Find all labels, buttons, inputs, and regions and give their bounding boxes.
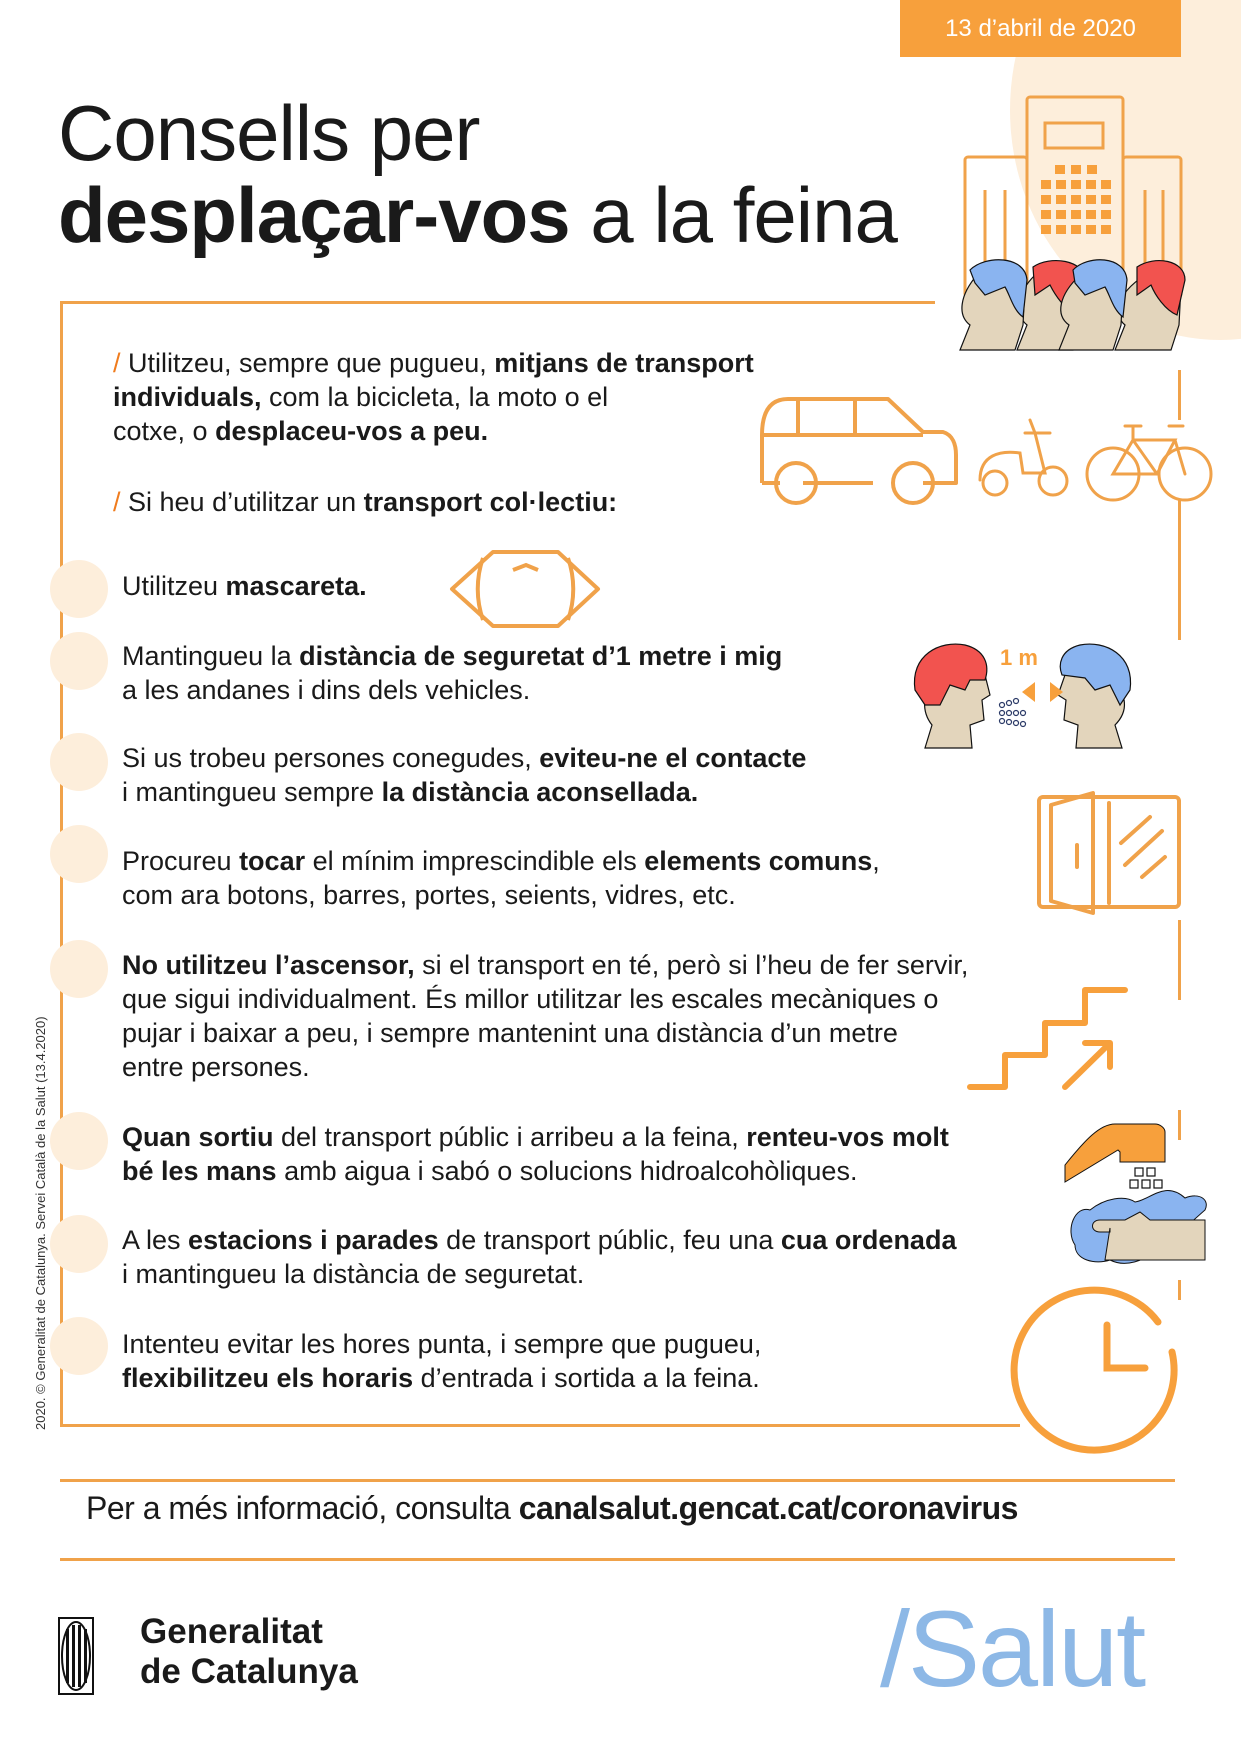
handwashing-icon [1060,1120,1210,1270]
text: entre persones. [122,1052,310,1082]
text-bold: renteu-vos molt [746,1122,949,1152]
tip-wash-hands [122,1120,949,1188]
text-bold: desplaceu-vos a peu. [215,416,489,446]
tip-touch [122,844,880,912]
face-mask-icon [448,548,603,630]
intro-collective-transport [113,485,617,519]
scooter-icon [975,415,1070,500]
title-bold: desplaçar-vos [58,171,570,259]
bullet-dot [50,825,108,883]
car-icon [758,395,958,495]
generalitat-emblem-icon [58,1617,94,1695]
text: com la bicicleta, la moto o el [261,382,609,412]
text: , [872,846,880,876]
tip-queue [122,1223,956,1291]
bullet-dot [50,1317,108,1375]
slash-marker: / [113,348,121,378]
divider-top [60,1479,1175,1482]
text: del transport públic i arribeu a la feina, [273,1122,747,1152]
salut-logo: /Salut [880,1588,1145,1709]
bullet-dot [50,560,108,618]
bullet-dot [50,632,108,690]
clock-icon [1030,1300,1200,1470]
text: Si us trobeu persones conegudes, [122,743,540,773]
info-link[interactable]: canalsalut.gencat.cat/coronavirus [518,1490,1018,1526]
text: Intenteu evitar les hores punta, i sempre que pugueu, [122,1329,762,1359]
text: d’entrada i sortida a la feina. [413,1363,760,1393]
text-bold: eviteu-ne el contacte [539,743,807,773]
stairs-up-icon [965,965,1135,1095]
text-bold: transport col·lectiu: [363,487,618,517]
text: com ara botons, barres, portes, seients, vidres, etc. [122,880,736,910]
title-rest: a la feina [569,171,897,259]
people-heads-icon [955,255,1185,355]
text-bold: individuals, [113,382,262,412]
date-badge: 13 d’abril de 2020 [900,0,1181,57]
title-line-2 [58,171,897,259]
text-bold: mitjans de transport [494,348,754,378]
frame-right-segment [1178,370,1181,420]
text: pujar i baixar a peu, i sempre mantenint una distància d’un metre [122,1018,898,1048]
door-window-icon [1035,785,1185,915]
text-bold: bé les mans [122,1156,277,1186]
text: A les [122,1225,189,1255]
slash-marker: / [113,487,121,517]
intro-individual-transport [113,346,754,448]
bicycle-icon [1085,418,1215,503]
text: de transport públic, feu una [438,1225,781,1255]
text-bold: tocar [239,846,306,876]
text: Utilitzeu [122,571,226,601]
text: amb aigua i sabó o solucions hidroalcohòliques. [276,1156,858,1186]
frame-right-segment [1178,1280,1181,1300]
text-bold: mascareta. [225,571,367,601]
gen-line-1: Generalitat [140,1612,323,1651]
tip-elevator [122,948,968,1084]
page-title [58,89,897,259]
text: Utilitzeu, sempre que pugueu, [120,348,495,378]
text: i mantingueu sempre [122,777,382,807]
tip-mask [122,569,367,603]
tip-avoid-contact [122,741,806,809]
tip-distance [122,639,782,707]
text-bold: cua ordenada [780,1225,957,1255]
text: i mantingueu la distància de seguretat. [122,1259,585,1289]
tip-peak-hours [122,1327,761,1395]
frame-top-border [60,301,935,304]
text: Mantingueu la [122,641,300,671]
text: cotxe, o [113,416,216,446]
text-bold: la distància aconsellada. [381,777,699,807]
bullet-dot [50,940,108,998]
text: que sigui individualment. És millor utilitzar les escales mecàniques o [122,984,939,1014]
frame-right-segment [1178,500,1181,640]
gen-line-2: de Catalunya [140,1652,358,1691]
more-info [86,1490,1018,1527]
text-bold: flexibilitzeu els horaris [122,1363,414,1393]
info-text: Per a més informació, consulta [86,1490,519,1526]
text-bold: distància de seguretat d’1 metre i mig [299,641,783,671]
text: si el transport en té, però si l’heu de fer servir, [414,950,969,980]
title-line-1: Consells per [58,89,480,177]
bullet-dot [50,1112,108,1170]
divider-bottom [60,1558,1175,1561]
text: el mínim imprescindible els [305,846,645,876]
generalitat-logo-text [140,1612,358,1692]
text: Procureu [122,846,240,876]
text: Si heu d’utilitzar un [120,487,364,517]
text-bold: elements comuns [644,846,873,876]
distance-label: 1 m [1000,645,1038,670]
text-bold: Quan sortiu [122,1122,274,1152]
text: a les andanes i dins dels vehicles. [122,675,531,705]
bullet-dot [50,1215,108,1273]
frame-bottom-border [60,1424,1020,1427]
bullet-dot [50,733,108,791]
text-bold: estacions i parades [188,1225,439,1255]
copyright-text: 2020. © Generalitat de Catalunya. Servei Català de la Salut (13.4.2020) [33,1016,48,1430]
frame-right-segment [1178,920,1181,1000]
text-bold: No utilitzeu l’ascensor, [122,950,415,980]
